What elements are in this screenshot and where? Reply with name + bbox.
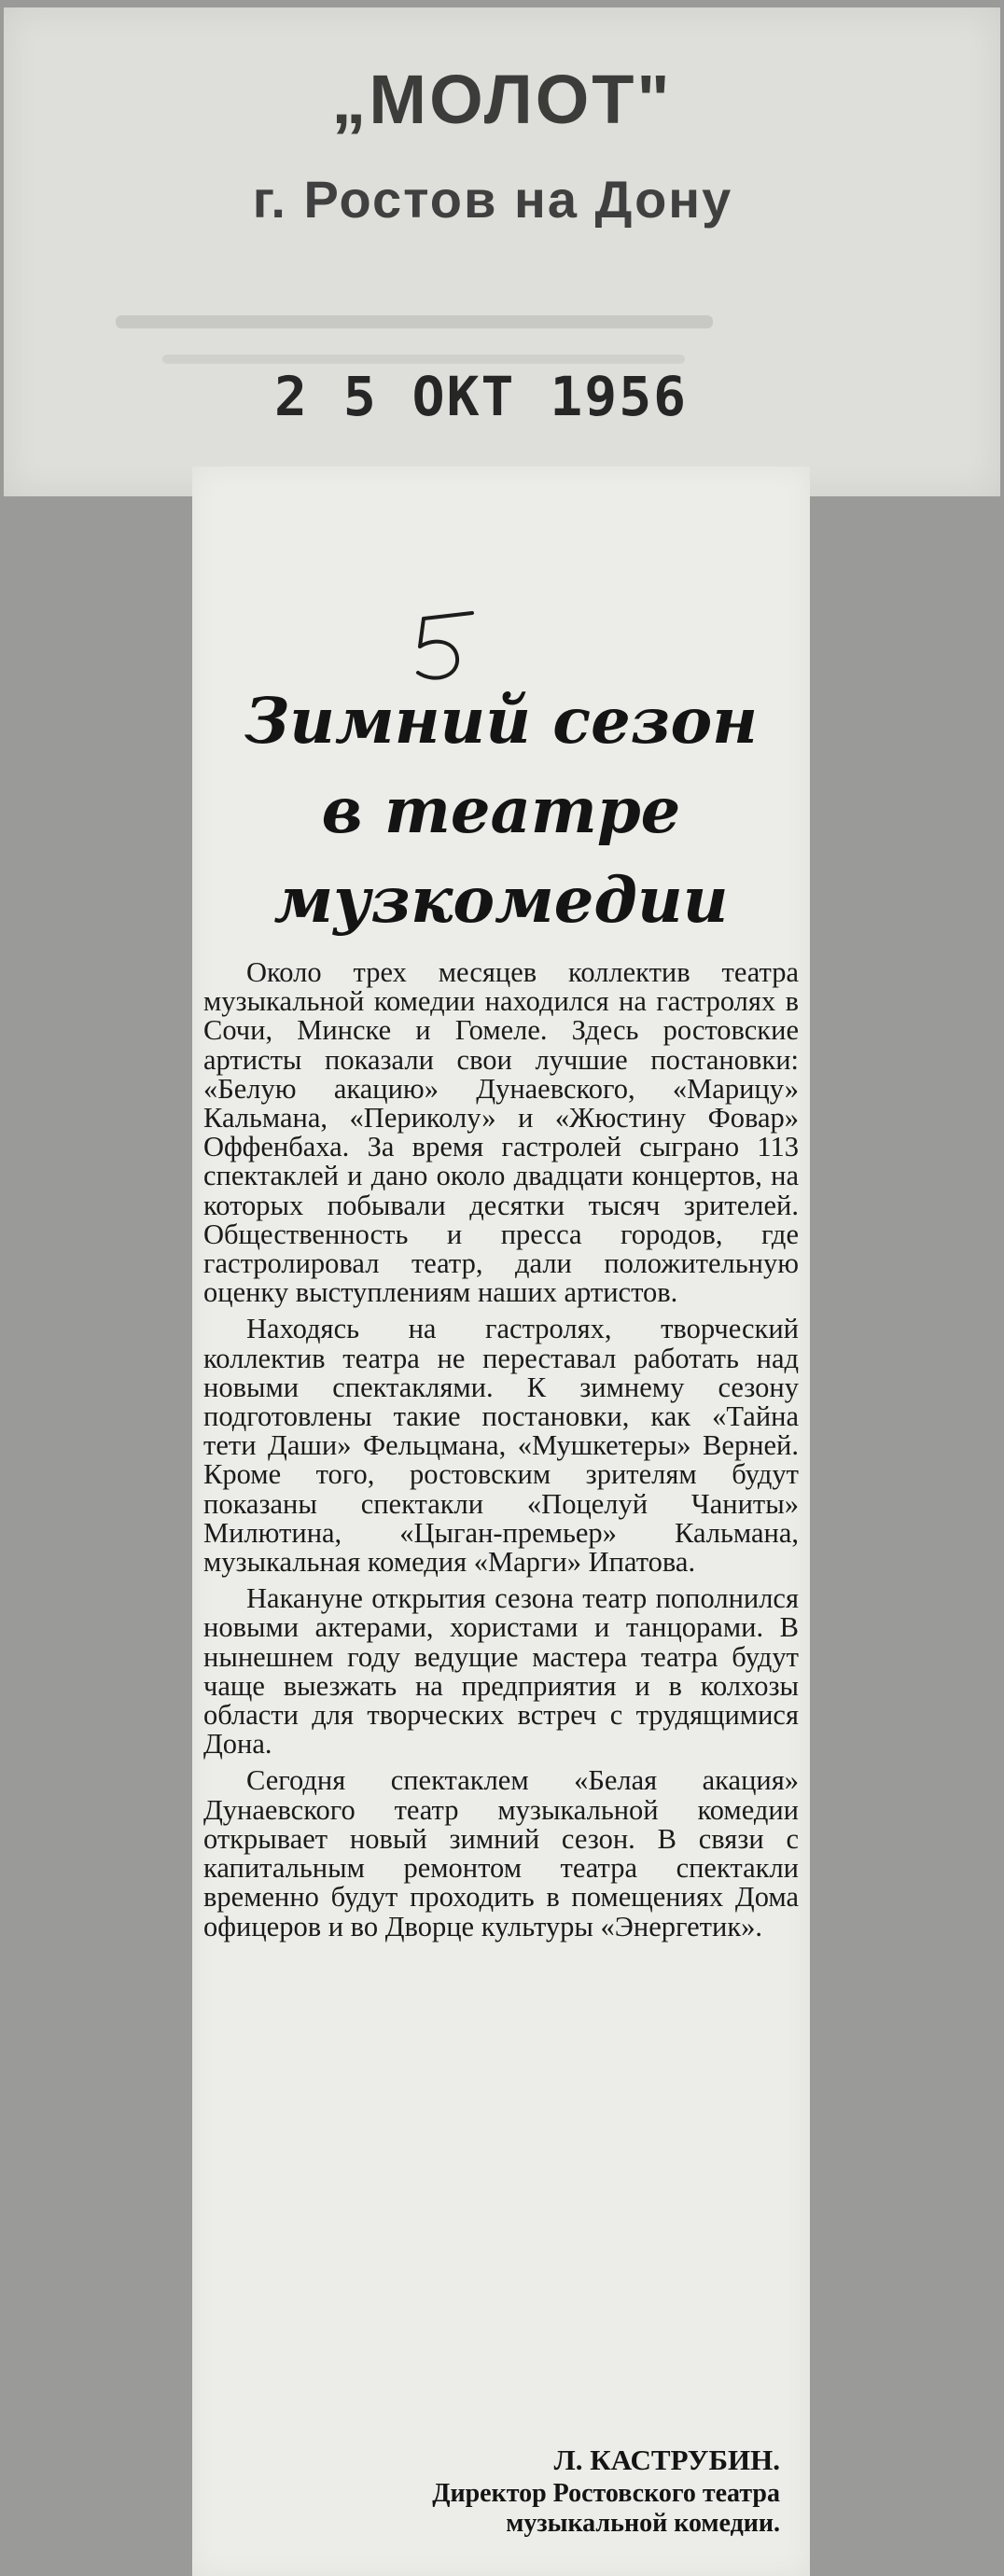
- paragraph-1: Около трех месяцев коллектив театра музыкальной комедии находился на гастролях в Сочи, Минске и Гомеле. Здесь ростовские артисты показали свои лучшие постановки: «Белую акацию» Дунаевского, «Марицу» Кальмана, «Периколу» и «Жюстину Фовар» Оффенбаха. За время гастролей сыграно 113 спектаклей и дано около двадцати концертов, на которых побывали десятки тысяч зрителей. Общественность и пресса городов, где гастролировал театр, дали положительную оценку выступлениям наших артистов.: [203, 956, 799, 1309]
- paragraph-2: Находясь на гастролях, творческий коллектив театра не переставал работать над новыми спектаклями. К зимнему сезону подготовлены такие постановки, как «Тайна тети Даши» Фельцмана, «Мушкетеры» Верней. Кроме того, ростовским зрителям будут показаны спектакли «Поцелуй Чаниты» Милютина, «Цыган-премьер» Кальмана, музыкальная комедия «Марги» Ипатова.: [203, 1313, 799, 1579]
- date-stamp: 2 5 ОКТ 1956: [274, 365, 689, 428]
- newspaper-header-clipping: [4, 7, 1000, 496]
- article-headline: [192, 676, 810, 945]
- headline-line-2: в театре: [321, 773, 681, 847]
- author-name: Л. КАСТРУБИН.: [553, 2444, 780, 2476]
- newspaper-name: „МОЛОТ": [331, 61, 673, 138]
- handwritten-number-5: [407, 602, 481, 686]
- newspaper-city: г. Ростов на Дону: [252, 170, 733, 229]
- paragraph-3: Накануне открытия сезона театр пополнился новыми актерами, хористами и танцорами. В нынешнем году ведущие мастера театра будут чаще выезжать на предприятия и в колхозы области для творческих встреч с трудящимися Дона.: [203, 1582, 799, 1761]
- author-title-line-1: Директор Ростовского театра: [432, 2479, 780, 2508]
- author-title-line-2: музыкальной комедии.: [506, 2509, 780, 2538]
- headline-line-3: музкомедии: [273, 863, 729, 937]
- article-body: [203, 958, 799, 1949]
- faint-print-band-2: [162, 355, 685, 364]
- headline-line-1: Зимний сезон: [244, 684, 759, 758]
- paragraph-4: Сегодня спектаклем «Белая акация» Дунаевского театр музыкальной комедии открывает новый зимний сезон. В связи с капитальным ремонтом театра спектакли временно будут проходить в помещениях Дома офицеров и во Дворце культуры «Энергетик».: [203, 1764, 799, 1942]
- author-signature: [192, 2442, 799, 2539]
- article-clipping: [192, 466, 810, 2576]
- faint-print-band: [116, 315, 713, 328]
